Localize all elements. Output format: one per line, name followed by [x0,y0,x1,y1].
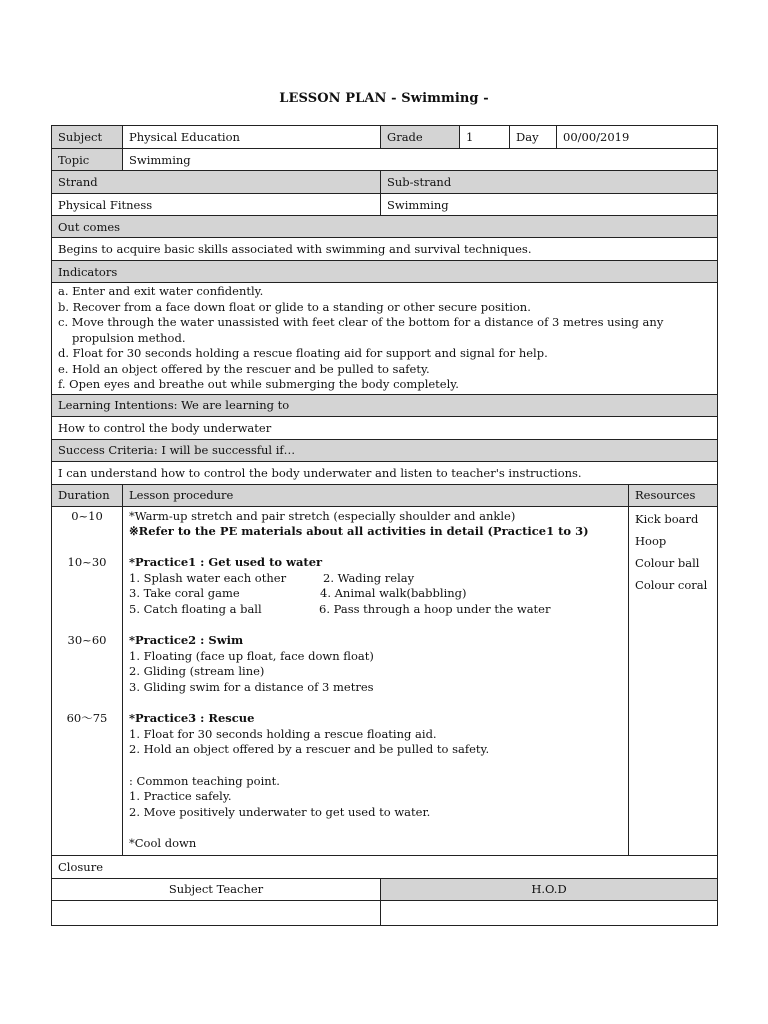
duration-1: 0~10 [71,508,103,523]
teaching-point-1: 1. Practice safely. [129,789,232,804]
indicator-d: d. Float for 30 seconds holding a rescue floating aid for support and signal for help. [58,346,548,360]
duration-header: Duration [52,484,123,506]
success-text: I can understand how to control the body underwater and listen to teacher's instructions. [52,461,718,484]
indicators-label: Indicators [52,261,718,283]
resources-column [629,506,718,855]
closure-label: Closure [52,855,718,878]
practice1-item-2: 2. Wading relay [323,570,415,585]
duration-column [52,506,123,855]
procedure-header: Lesson procedure [123,484,629,506]
practice2-title: *Practice2 : Swim [129,633,244,648]
resources-header: Resources [629,484,718,506]
indicator-e: e. Hold an object offered by the rescuer and be pulled to safety. [58,361,430,376]
cooldown-line: *Cool down [129,835,197,850]
indicator-c: c. Move through the water unassisted with feet clear of the bottom for a distance of 3 metres using any [58,315,664,329]
duration-3: 30~60 [67,633,107,648]
resource-3: Colour ball [635,555,700,570]
learning-text: How to control the body underwater [52,416,718,439]
warmup-line: *Warm-up stretch and pair stretch (especially shoulder and ankle) [129,508,516,523]
practice1-item-4: 4. Animal walk(babbling) [320,586,467,601]
grade-value: 1 [460,126,510,149]
procedure-column [123,506,629,855]
indicator-b: b. Recover from a face down float or glide to a standing or other secure position. [58,299,531,314]
practice2-item-1: 1. Floating (face up float, face down float) [129,648,374,663]
refer-line: ※Refer to the PE materials about all activities in detail (Practice1 to 3) [129,524,589,539]
strand-value: Physical Fitness [52,194,381,216]
practice1-item-5: 5. Catch floating a ball [129,602,262,617]
subject-teacher-label: Subject Teacher [52,878,381,900]
topic-value: Swimming [123,149,718,171]
resource-4: Colour coral [635,577,708,592]
indicators-list [52,283,718,395]
subject-value: Physical Education [123,126,381,149]
outcomes-text: Begins to acquire basic skills associated with swimming and survival techniques. [52,238,718,261]
practice3-title: *Practice3 : Rescue [129,711,255,726]
teaching-point-2: 2. Move positively underwater to get used to water. [129,804,431,819]
practice2-item-3: 3. Gliding swim for a distance of 3 metres [129,680,374,695]
strand-label: Strand [52,171,381,194]
learning-label: Learning Intentions: We are learning to [52,394,718,416]
practice1-item-6: 6. Pass through a hoop under the water [319,602,551,617]
practice1-item-3: 3. Take coral game [129,586,240,601]
lesson-plan-sheet [51,125,717,926]
topic-label: Topic [52,149,123,171]
grade-label: Grade [381,126,460,149]
page-title: LESSON PLAN - Swimming - [279,91,489,106]
indicator-a: a. Enter and exit water confidently. [58,284,264,298]
success-label: Success Criteria: I will be successful if… [52,439,718,461]
day-label: Day [510,126,557,149]
lesson-plan-table [51,125,718,926]
subject-label: Subject [52,126,123,149]
substrand-label: Sub-strand [381,171,718,194]
practice3-item-2: 2. Hold an object offered by a rescuer and be pulled to safety. [129,742,490,757]
duration-2: 10~30 [67,555,107,570]
day-value: 00/00/2019 [557,126,718,149]
hod-signature [381,900,718,925]
hod-label: H.O.D [381,878,718,900]
indicator-c-cont: propulsion method. [72,330,186,345]
outcomes-label: Out comes [52,216,718,238]
indicator-f: f. Open eyes and breathe out while submerging the body completely. [58,377,459,391]
duration-4: 60～75 [66,711,108,726]
resource-1: Kick board [635,511,699,526]
practice1-item-1: 1. Splash water each other [129,570,287,585]
resource-2: Hoop [635,533,667,548]
practice1-title: *Practice1 : Get used to water [129,555,323,570]
substrand-value: Swimming [381,194,718,216]
practice3-item-1: 1. Float for 30 seconds holding a rescue floating aid. [129,726,437,741]
subject-teacher-signature [52,900,381,925]
practice2-item-2: 2. Gliding (stream line) [129,664,265,679]
teaching-point-title: : Common teaching point. [129,773,280,788]
